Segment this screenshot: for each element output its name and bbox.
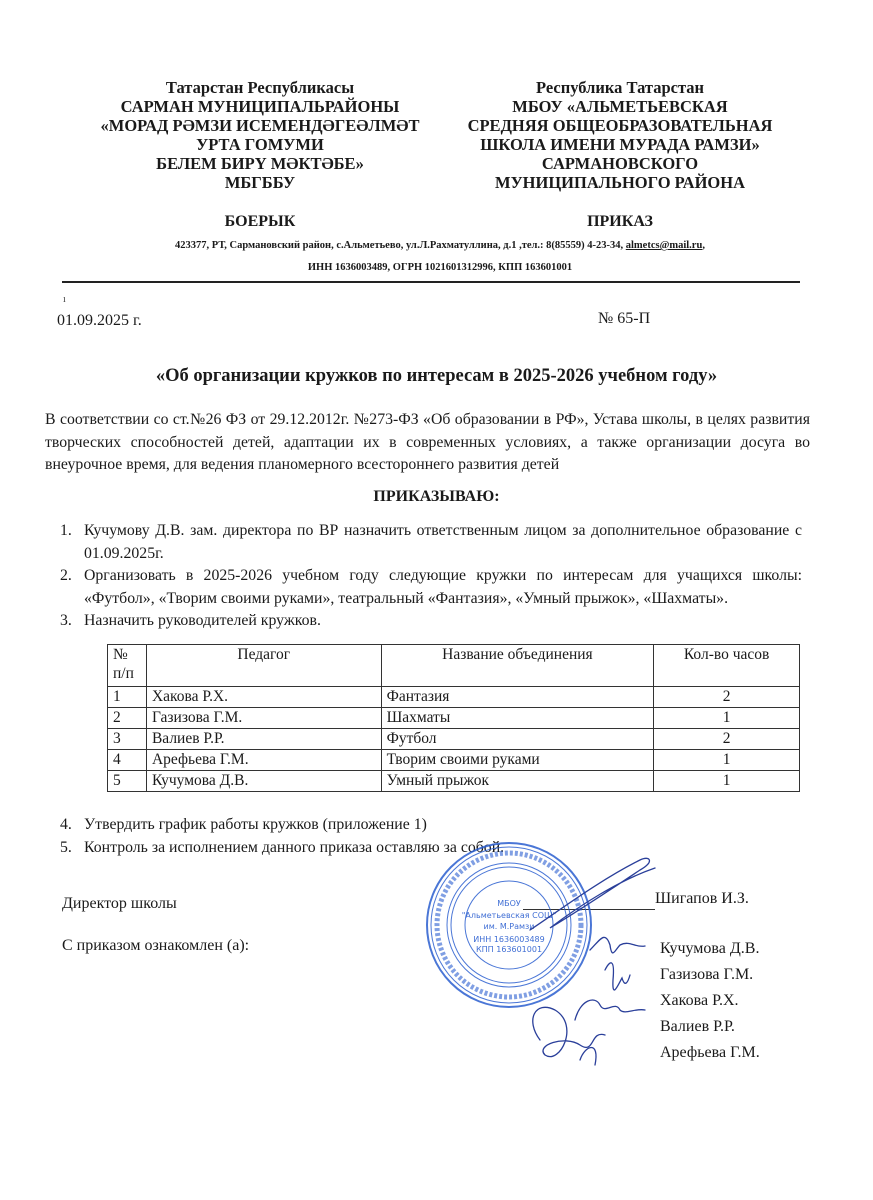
header-left-line: УРТА ГОМУМИ (196, 135, 324, 154)
item-number: 2. (60, 567, 72, 584)
stamp-line: МБОУ (497, 899, 521, 908)
cell-hours: 2 (654, 729, 800, 750)
cell-num: 2 (108, 708, 147, 729)
header-right-line: ШКОЛА ИМЕНИ МУРАДА РАМЗИ» (480, 135, 760, 154)
cell-club: Фантазия (381, 687, 654, 708)
header-left-line: САРМАН МУНИЦИПАЛЬРАЙОНЫ (120, 97, 400, 116)
item-text: Контроль за исполнением данного приказа оставляю за собой. (84, 838, 505, 856)
order-item (60, 520, 802, 565)
item-text: Кучумову Д.В. зам. директора по ВР назначить ответственным лицом за дополнительное образование с 01.09.2025г. (84, 522, 802, 562)
item-text: Организовать в 2025-2026 учебном году следующие кружки по интересам для учащихся школы: «Футбол», «Творим своими руками», театральный «Фантазия», «Умный прыжок», «Шахматы». (84, 567, 802, 607)
cell-hours: 1 (654, 708, 800, 729)
header-right-line: Республика Татарстан (535, 78, 705, 97)
cell-club: Умный прыжок (381, 771, 654, 792)
acquainted-name: Газизова Г.М. (660, 966, 754, 983)
order-date: 01.09.2025 г. (57, 312, 142, 329)
header-tatar (95, 78, 425, 192)
header-russian (440, 78, 800, 192)
table-row (108, 687, 800, 708)
item-number: 4. (60, 816, 72, 833)
cell-club: Творим своими руками (381, 750, 654, 771)
directive-heading: ПРИКАЗЫВАЮ: (373, 488, 500, 505)
contacts-requisites: ИНН 1636003489, ОГРН 1021601312996, КПП 163601001 (307, 262, 573, 273)
cell-hours: 2 (654, 687, 800, 708)
stamp-line: им. М.Рамзи (483, 922, 535, 931)
director-label: Директор школы (62, 895, 177, 912)
cell-hours: 1 (654, 750, 800, 771)
header-left-line: Татарстан Республикасы (165, 78, 355, 97)
acquainted-name: Валиев Р.Р. (660, 1018, 735, 1035)
table-row (108, 750, 800, 771)
item-text: Назначить руководителей кружков. (84, 612, 321, 629)
order-number: № 65-П (598, 310, 651, 327)
clubs-table (107, 644, 800, 792)
cell-teacher: Кучумова Д.В. (146, 771, 381, 792)
acquainted-name: Кучумова Д.В. (660, 940, 760, 957)
doc-kind-tatar: БОЕРЫК (224, 213, 296, 230)
cell-num: 1 (108, 687, 147, 708)
col-header-teacher: Педагог (146, 645, 381, 687)
contacts-address (60, 240, 820, 251)
order-title: «Об организации кружков по интересам в 2025-2026 учебном году» (155, 366, 718, 386)
item-number: 1. (60, 522, 72, 539)
table-header-row (108, 645, 800, 687)
scan-mark: ı (63, 294, 66, 305)
header-left-line: МБГББУ (224, 173, 296, 192)
col-header-num: № п/п (108, 645, 147, 687)
cell-teacher: Арефьева Г.М. (146, 750, 381, 771)
table-row (108, 729, 800, 750)
item-number: 5. (60, 838, 72, 856)
cell-teacher: Хакова Р.Х. (146, 687, 381, 708)
table-row (108, 771, 800, 792)
address-suffix: , (702, 240, 705, 251)
col-header-club: Название объединения (381, 645, 654, 687)
header-right-line: САРМАНОВСКОГО (541, 154, 699, 173)
cell-num: 4 (108, 750, 147, 771)
cell-num: 5 (108, 771, 147, 792)
cell-num: 3 (108, 729, 147, 750)
header-right-line: СРЕДНЯЯ ОБЩЕОБРАЗОВАТЕЛЬНАЯ (467, 116, 773, 135)
table-row (108, 708, 800, 729)
cell-club: Футбол (381, 729, 654, 750)
address-text: 423377, РТ, Сармановский район, с.Альметьево, ул.Л.Рахматуллина, д.1 ,тел.: 8(85559) 4-23-34, (175, 240, 626, 251)
col-header-hours: Кол-во часов (654, 645, 800, 687)
cell-teacher: Валиев Р.Р. (146, 729, 381, 750)
header-divider (62, 281, 800, 283)
order-item (60, 814, 660, 837)
item-text: Утвердить график работы кружков (приложение 1) (84, 816, 427, 833)
cell-club: Шахматы (381, 708, 654, 729)
header-right-line: МБОУ «АЛЬМЕТЬЕВСКАЯ (512, 97, 728, 116)
acquainted-label: С приказом ознакомлен (а): (62, 937, 250, 954)
cell-hours: 1 (654, 771, 800, 792)
stamp-line: ИНН 1636003489 (473, 935, 545, 944)
handwritten-signatures-icon (520, 850, 680, 1080)
stamp-line: КПП 163601001 (475, 945, 543, 954)
acquainted-name: Хакова Р.Х. (660, 992, 739, 1009)
order-item (60, 565, 802, 610)
director-name: Шигапов И.З. (655, 890, 749, 907)
order-items (60, 520, 802, 633)
header-right-line: МУНИЦИПАЛЬНОГО РАЙОНА (495, 173, 745, 192)
cell-teacher: Газизова Г.М. (146, 708, 381, 729)
stamp-line: "Альметьевская СОШ" (461, 911, 557, 920)
order-item (60, 610, 802, 633)
header-left-line: БЕЛЕМ БИРҮ МӘКТӘБЕ» (156, 154, 364, 173)
item-number: 3. (60, 612, 72, 629)
acquainted-name: Арефьева Г.М. (660, 1044, 760, 1061)
order-preamble: В соответствии со ст.№26 ФЗ от 29.12.2012г. №273-ФЗ «Об образовании в РФ», Устава школы, в целях развития творческих способностей детей, адаптации их в современных условиях, а также организации досуга во внеурочное время, для ведения планомерного всестороннего развития детей (45, 411, 810, 473)
doc-kind-russian: ПРИКАЗ (587, 213, 653, 230)
email-link[interactable]: almetcs@mail.ru (625, 240, 703, 251)
header-left-line: «МОРАД РӘМЗИ ИСЕМЕНДӘГЕӘЛМӘТ (100, 116, 420, 135)
